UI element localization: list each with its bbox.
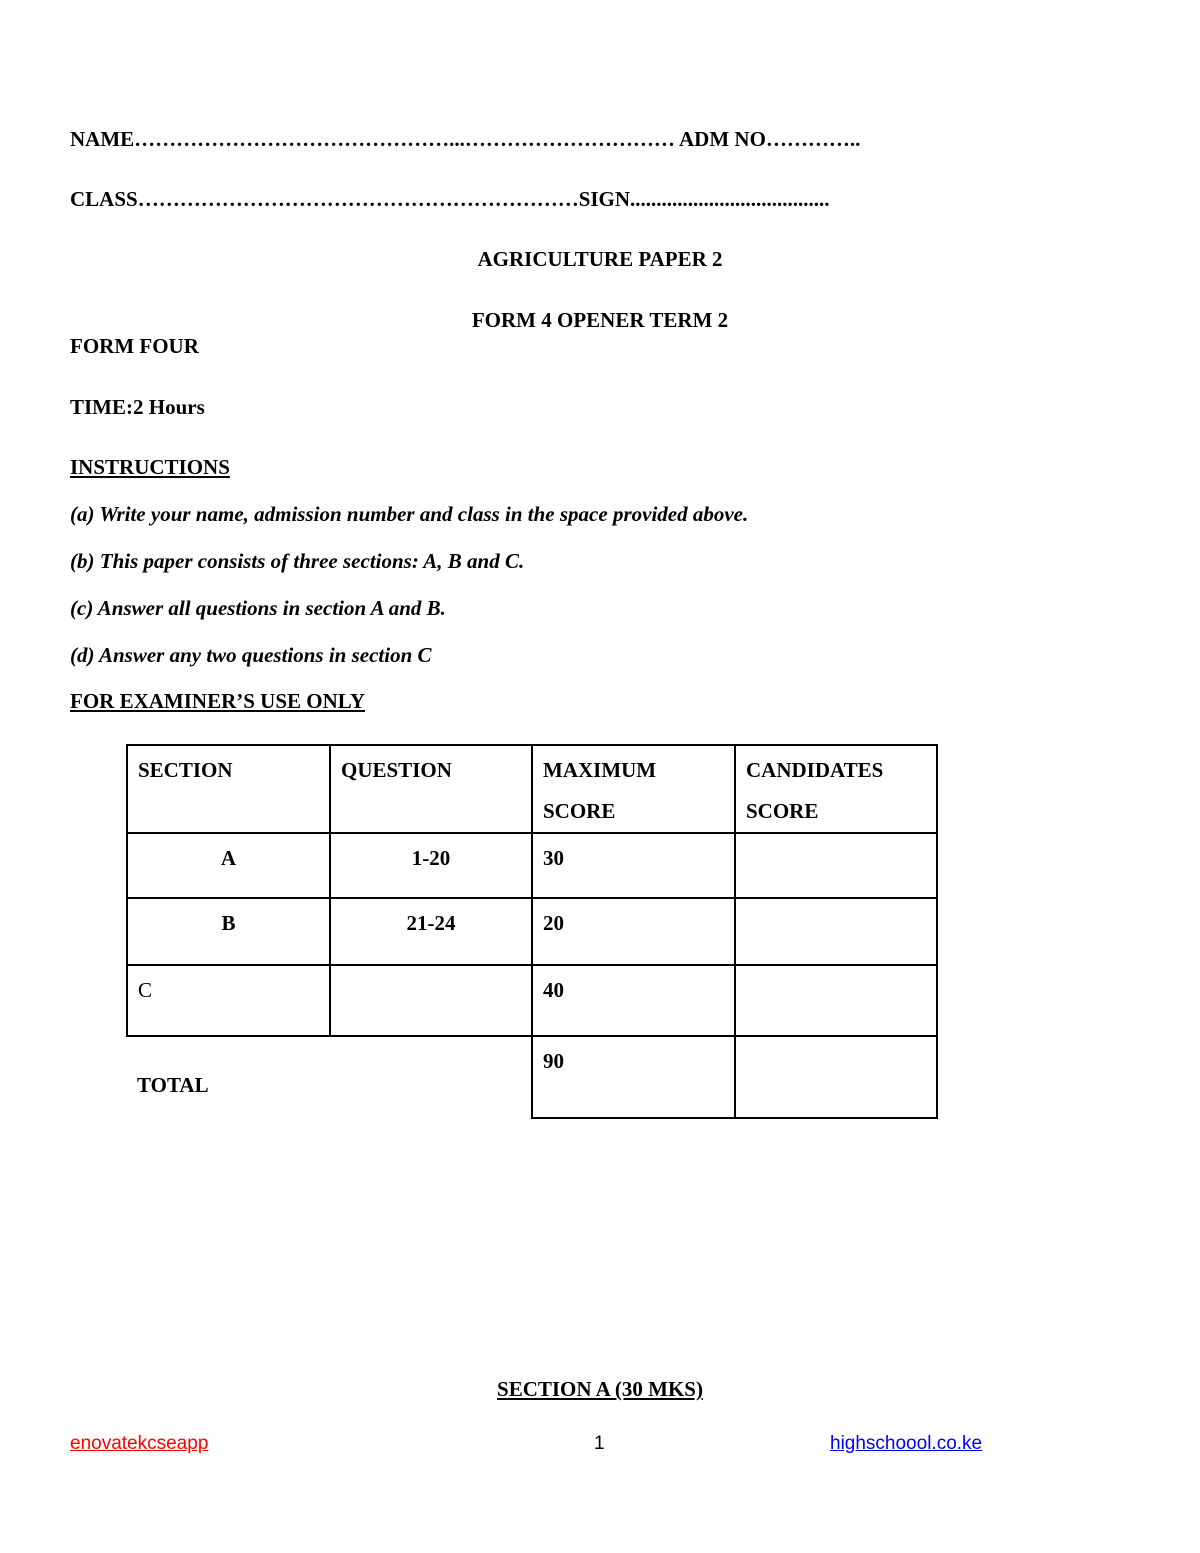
max-score-cell: 20	[532, 898, 735, 965]
total-max-cell: 90	[532, 1036, 735, 1118]
column-header-maximum-score: MAXIMUM SCORE	[532, 745, 735, 833]
column-header-candidates-score: CANDIDATES SCORE	[735, 745, 937, 833]
column-header-section: SECTION	[127, 745, 330, 833]
instruction-item: (a) Write your name, admission number and class in the space provided above.	[70, 502, 749, 526]
instruction-item: (b) This paper consists of three sections: A, B and C.	[70, 549, 525, 573]
question-cell: 21-24	[330, 898, 532, 965]
max-score-cell: 40	[532, 965, 735, 1036]
candidate-score-cell[interactable]	[735, 833, 937, 898]
paper-subtitle: FORM 4 OPENER TERM 2	[471, 308, 729, 332]
paper-title: AGRICULTURE PAPER 2	[477, 247, 723, 271]
question-cell	[330, 965, 532, 1036]
total-candidate-cell[interactable]	[735, 1036, 937, 1118]
section-cell: B	[127, 898, 330, 965]
max-score-cell: 30	[532, 833, 735, 898]
candidate-score-cell[interactable]	[735, 965, 937, 1036]
footer-left-link[interactable]: enovatekcseapp	[70, 1433, 209, 1454]
class-sign-line: CLASS………………………………………………………SIGN......................................	[70, 187, 830, 211]
table-header-row	[127, 745, 937, 833]
time-label: TIME:2 Hours	[70, 395, 205, 419]
page-number: 1	[594, 1433, 605, 1454]
section-a-heading: SECTION A (30 MKS)	[497, 1377, 703, 1401]
column-header-question: QUESTION	[330, 745, 532, 833]
table-row	[127, 898, 937, 965]
section-cell: C	[127, 965, 330, 1036]
examiner-heading: FOR EXAMINER’S USE ONLY	[70, 689, 366, 713]
table-row	[127, 965, 937, 1036]
name-adm-line: NAME………………………………………...………………………… ADM NO…………..	[70, 127, 861, 151]
footer-right-link[interactable]: highschoool.co.ke	[830, 1433, 983, 1454]
instructions-heading: INSTRUCTIONS	[70, 455, 230, 479]
table-total-row	[127, 1036, 937, 1118]
candidate-score-cell[interactable]	[735, 898, 937, 965]
instruction-item: (d) Answer any two questions in section C	[70, 643, 432, 667]
question-cell: 1-20	[330, 833, 532, 898]
table-row	[127, 833, 937, 898]
instruction-item: (c) Answer all questions in section A and B.	[70, 596, 446, 620]
form-label: FORM FOUR	[70, 334, 199, 358]
total-label: TOTAL	[137, 1073, 209, 1097]
score-table	[126, 744, 938, 1119]
section-cell: A	[127, 833, 330, 898]
total-label-cell	[127, 1036, 532, 1118]
